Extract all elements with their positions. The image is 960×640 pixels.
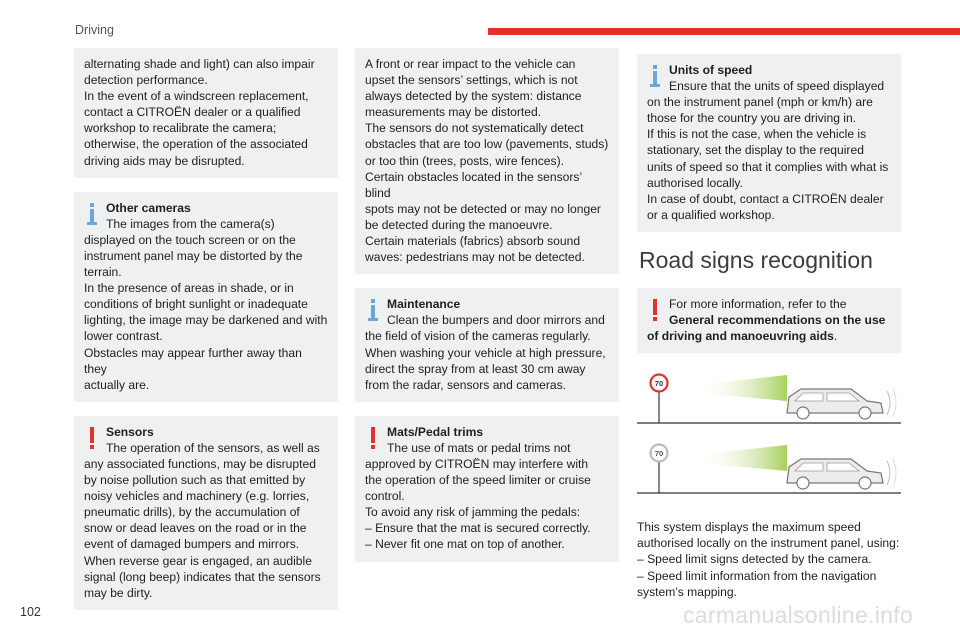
box-more-information	[637, 288, 901, 353]
text-line: be detected during the manoeuvre.	[365, 217, 553, 232]
text-line: The operation of the sensors, as well as	[106, 440, 320, 455]
box-heading: Maintenance	[387, 297, 461, 312]
text-line: otherwise, the operation of the associated	[84, 137, 308, 152]
box-sensor-limits	[355, 48, 619, 274]
text-line: the field of vision of the cameras regularly.	[365, 329, 591, 344]
link-text: of driving and manoeuvring aids	[647, 329, 834, 344]
box-heading: Other cameras	[106, 200, 191, 215]
text-line: instrument panel may be distorted by the	[84, 248, 303, 263]
text-line: authorised locally.	[647, 175, 743, 190]
text-line: To avoid any risk of jamming the pedals:	[365, 505, 581, 520]
text-line	[647, 328, 891, 344]
box-maintenance	[355, 288, 619, 402]
text-line: the operation of the speed limiter or cruise	[365, 473, 591, 488]
text-line: control.	[365, 489, 405, 504]
box-heading: Sensors	[106, 424, 154, 439]
text-line: When washing your vehicle at high pressure,	[365, 345, 606, 360]
text-line: Clean the bumpers and door mirrors and	[387, 313, 605, 328]
text-line: or too thin (trees, posts, wire fences).	[365, 153, 564, 168]
text-line: In the presence of areas in shade, or in	[84, 281, 294, 296]
text-line: The images from the camera(s)	[106, 216, 275, 231]
box-camera-continued	[74, 48, 338, 178]
text-line: obstacles that are too low (pavements, studs)	[365, 137, 609, 152]
text-line: lighting, the image may be darkened and with	[84, 313, 328, 328]
text-end: .	[833, 329, 838, 344]
info-icon	[649, 65, 661, 89]
warning-icon	[86, 427, 98, 451]
column-1	[74, 48, 338, 624]
text-line: units of speed so that it complies with what is	[647, 159, 889, 174]
text-line: spots may not be detected or may no longer	[365, 201, 601, 216]
scene-sign-detected	[637, 375, 901, 424]
text-line: contact a CITROËN dealer or a qualified	[84, 105, 301, 120]
header-accent-bar	[488, 28, 960, 35]
text-line: may be dirty.	[84, 585, 153, 600]
text-line: lower contrast.	[84, 329, 163, 344]
text-line: direct the spray from at least 30 cm away	[365, 361, 586, 376]
text-line: signal (long beep) indicates that the sensors	[84, 569, 321, 584]
box-mats-pedal-trims	[355, 416, 619, 562]
warning-icon	[367, 427, 379, 451]
section-title: Road signs recognition	[639, 246, 873, 273]
text-line: terrain.	[84, 265, 122, 280]
text-line: detection performance.	[84, 73, 208, 88]
text-line: pneumatic drills), by the accumulation of	[84, 505, 300, 520]
text-line: Obstacles may appear further away than they	[84, 345, 302, 376]
text-line: workshop to recalibrate the camera;	[84, 121, 277, 136]
text-line: – Ensure that the mat is secured correctly.	[365, 521, 591, 536]
text-line: When reverse gear is engaged, an audible	[84, 553, 312, 568]
text-line: upset the sensors’ settings, which is not	[365, 73, 578, 88]
speed-sign-illustration	[637, 367, 901, 507]
text-line: This system displays the maximum speed	[637, 520, 861, 535]
text-line: by noise pollution such as that emitted by	[84, 473, 306, 488]
text-line: displayed on the touch screen or on the	[84, 232, 296, 247]
scene-sign-faded	[637, 445, 901, 494]
text-line: driving aids may be disrupted.	[84, 153, 245, 168]
header-title: Driving	[75, 23, 114, 37]
text-line: authorised locally on the instrument panel, using:	[637, 536, 900, 551]
box-heading: Mats/Pedal trims	[387, 424, 484, 439]
text-line: – Never fit one mat on top of another.	[365, 537, 565, 552]
body-text	[637, 519, 901, 599]
text-line: actually are.	[84, 377, 150, 392]
info-icon	[86, 203, 98, 227]
speed-sign-label: 70	[654, 449, 664, 459]
text-line: In the event of a windscreen replacement,	[84, 89, 309, 104]
box-heading: Units of speed	[669, 63, 753, 77]
text-line: from the radar, sensors and cameras.	[365, 377, 566, 392]
illustration-speed-sign-detection	[637, 367, 901, 459]
text-line: In case of doubt, contact a CITROËN dealer	[647, 191, 884, 206]
info-icon	[367, 299, 379, 323]
text-line: conditions of bright sunlight or inadequate	[84, 297, 308, 312]
text-line: noisy vehicles and machinery (e.g. lorries,	[84, 489, 310, 504]
column-3	[637, 54, 901, 600]
text-line: A front or rear impact to the vehicle can	[365, 57, 576, 71]
text-line: waves: pedestrians may not be detected.	[365, 250, 585, 265]
text-line: stationary, set the display to the required	[647, 143, 864, 158]
text-line: – Speed limit information from the navigation	[637, 568, 877, 583]
text-line-bold: General recommendations on the use	[669, 313, 886, 328]
box-sensors	[74, 416, 338, 610]
text-line: approved by CITROËN may interfere with	[365, 456, 589, 471]
watermark: carmanualsonline.info	[683, 602, 914, 628]
text-line: For more information, refer to the	[669, 296, 847, 311]
text-line: those for the country you are driving in.	[647, 111, 857, 126]
text-line: snow or dead leaves on the road or in the	[84, 521, 307, 536]
text-line: Certain materials (fabrics) absorb sound	[365, 234, 581, 249]
text-line: If this is not the case, when the vehicle is	[647, 127, 867, 142]
text-line: – Speed limit signs detected by the camera.	[637, 552, 872, 567]
box-other-cameras	[74, 192, 338, 402]
text-line: or a qualified workshop.	[647, 207, 775, 222]
text-line: The sensors do not systematically detect	[365, 121, 584, 136]
text-line: system’s mapping.	[637, 584, 737, 599]
text-line: The use of mats or pedal trims not	[387, 440, 571, 455]
text-line: on the instrument panel (mph or km/h) are	[647, 95, 873, 110]
column-2	[355, 48, 619, 576]
page-number: 102	[20, 605, 41, 619]
speed-sign-label: 70	[654, 379, 664, 389]
text-line: any associated functions, may be disrupted	[84, 456, 316, 471]
text-line: Certain obstacles located in the sensors’ blind	[365, 169, 582, 200]
box-units-of-speed	[637, 54, 901, 232]
text-line: Ensure that the units of speed displayed	[669, 79, 885, 94]
text-line: always detected by the system: distance	[365, 89, 582, 104]
text-line: event of damaged bumpers and mirrors.	[84, 537, 300, 552]
text-line: alternating shade and light) can also impair	[84, 57, 315, 71]
warning-icon	[649, 299, 661, 323]
text-line: measurements may be distorted.	[365, 105, 542, 120]
